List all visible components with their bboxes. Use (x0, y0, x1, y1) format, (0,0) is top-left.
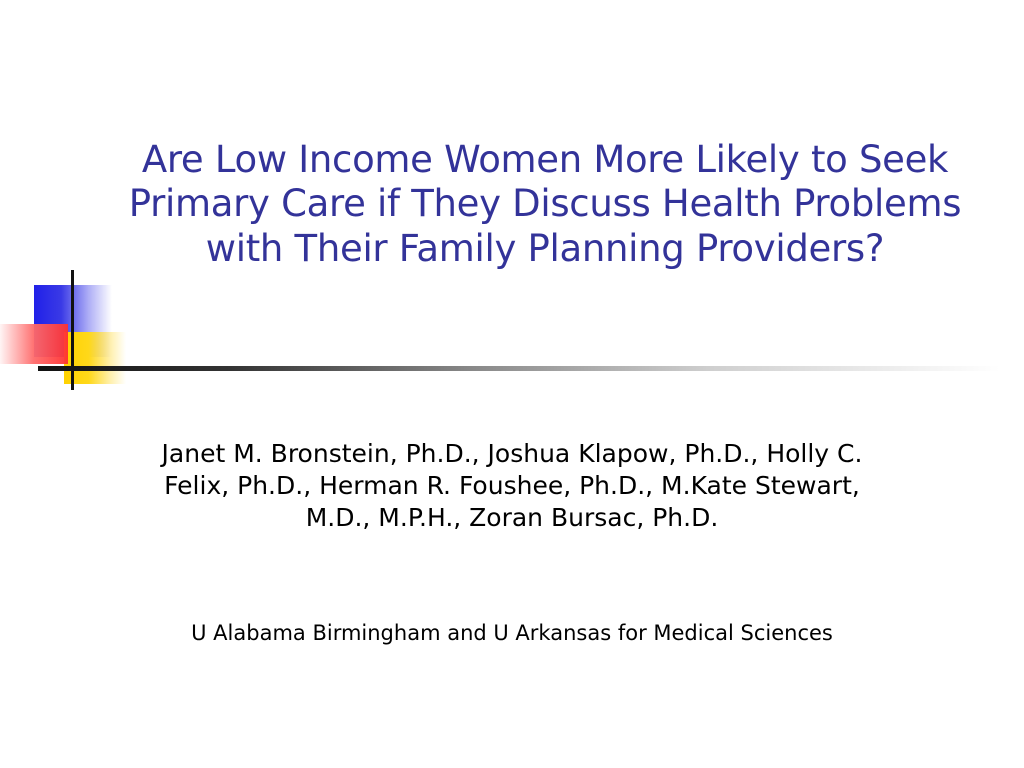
title-divider-line (38, 366, 1000, 371)
decorative-vertical-line (71, 270, 74, 390)
decorative-red-square (0, 324, 68, 364)
author-list: Janet M. Bronstein, Ph.D., Joshua Klapow, Ph.D., Holly C. Felix, Ph.D., Herman R. Foushee, Ph.D., M.Kate Stewart, M.D., M.P.H., Zoran Bursac, Ph.D. (161, 439, 863, 532)
slide-title: Are Low Income Women More Likely to Seek Primary Care if They Discuss Health Problems with Their Family Planning Providers? (128, 138, 962, 270)
affiliation: U Alabama Birmingham and U Arkansas for Medical Sciences (191, 621, 833, 645)
